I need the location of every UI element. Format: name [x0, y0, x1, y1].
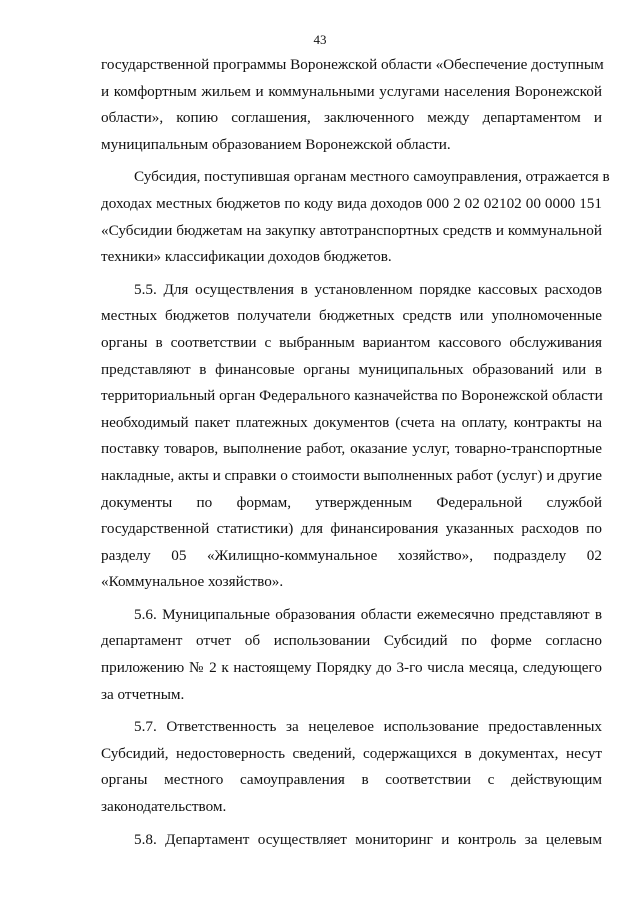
text-line: 5.6. Муниципальные образования области ежемесячно представляют в	[134, 605, 602, 623]
paragraph-5-5	[101, 277, 602, 596]
text-line: необходимый пакет платежных документов (счета на оплату, контракты на	[101, 413, 602, 431]
paragraph-5-6	[101, 602, 602, 708]
text-line: и комфортным жильем и коммунальными услугами населения Воронежской	[101, 82, 602, 100]
paragraph-subsidy-income	[101, 164, 610, 270]
text-line: накладные, акты и справки о стоимости выполненных работ (услуг) и другие	[101, 466, 602, 484]
text-line: органы местного самоуправления в соответствии с действующим	[101, 771, 602, 789]
text-line: за отчетным.	[101, 685, 185, 703]
page-number: 43	[313, 32, 327, 47]
text-line: государственной программы Воронежской области «Обеспечение доступным	[101, 56, 604, 73]
paragraph-5-7	[101, 714, 602, 820]
text-line: представляют в финансовые органы муниципальных образований или в	[101, 360, 602, 378]
text-line: Субсидия, поступившая органам местного самоуправления, отражается в	[134, 168, 610, 186]
text-line: территориальный орган Федерального казначейства по Воронежской области	[101, 387, 603, 405]
text-line: поставку товаров, выполнение работ, оказание услуг, товарно-транспортные	[101, 440, 602, 458]
text-line: органы в соответствии с выбранным вариантом кассового обслуживания	[101, 333, 602, 351]
text-line: местных бюджетов получатели бюджетных средств или уполномоченные	[101, 307, 602, 325]
text-line: 5.7. Ответственность за нецелевое использование предоставленных	[134, 718, 602, 736]
text-line: разделу 05 «Жилищно-коммунальное хозяйство», подразделу 02	[101, 546, 602, 564]
text-line: техники» классификации доходов бюджетов.	[101, 248, 392, 266]
text-line: «Субсидии бюджетам на закупку автотранспортных средств и коммунальной	[101, 221, 602, 239]
text-line: департамент отчет об использовании Субсидий по форме согласно	[101, 632, 602, 650]
text-line: государственной статистики) для финансирования указанных расходов по	[101, 520, 602, 538]
text-line: документы по формам, утвержденным Федеральной службой	[101, 493, 602, 511]
text-line: 5.5. Для осуществления в установленном порядке кассовых расходов	[134, 280, 602, 298]
text-line: области», копию соглашения, заключенного между департаментом и	[101, 109, 602, 127]
document-body	[101, 52, 610, 853]
text-line: доходах местных бюджетов по коду вида доходов 000 2 02 02102 00 0000 151	[101, 194, 602, 212]
text-line: приложению № 2 к настоящему Порядку до 3-го числа месяца, следующего	[101, 659, 602, 677]
paragraph-5-8	[101, 827, 602, 854]
text-line: Субсидий, недостоверность сведений, содержащихся в документах, несут	[101, 744, 602, 762]
text-line: 5.8. Департамент осуществляет мониторинг и контроль за целевым	[134, 830, 602, 848]
text-line: муниципальным образованием Воронежской области.	[101, 135, 451, 153]
text-line: «Коммунальное хозяйство».	[101, 573, 284, 591]
paragraph-continuation	[101, 52, 602, 158]
text-line: законодательством.	[101, 798, 227, 816]
